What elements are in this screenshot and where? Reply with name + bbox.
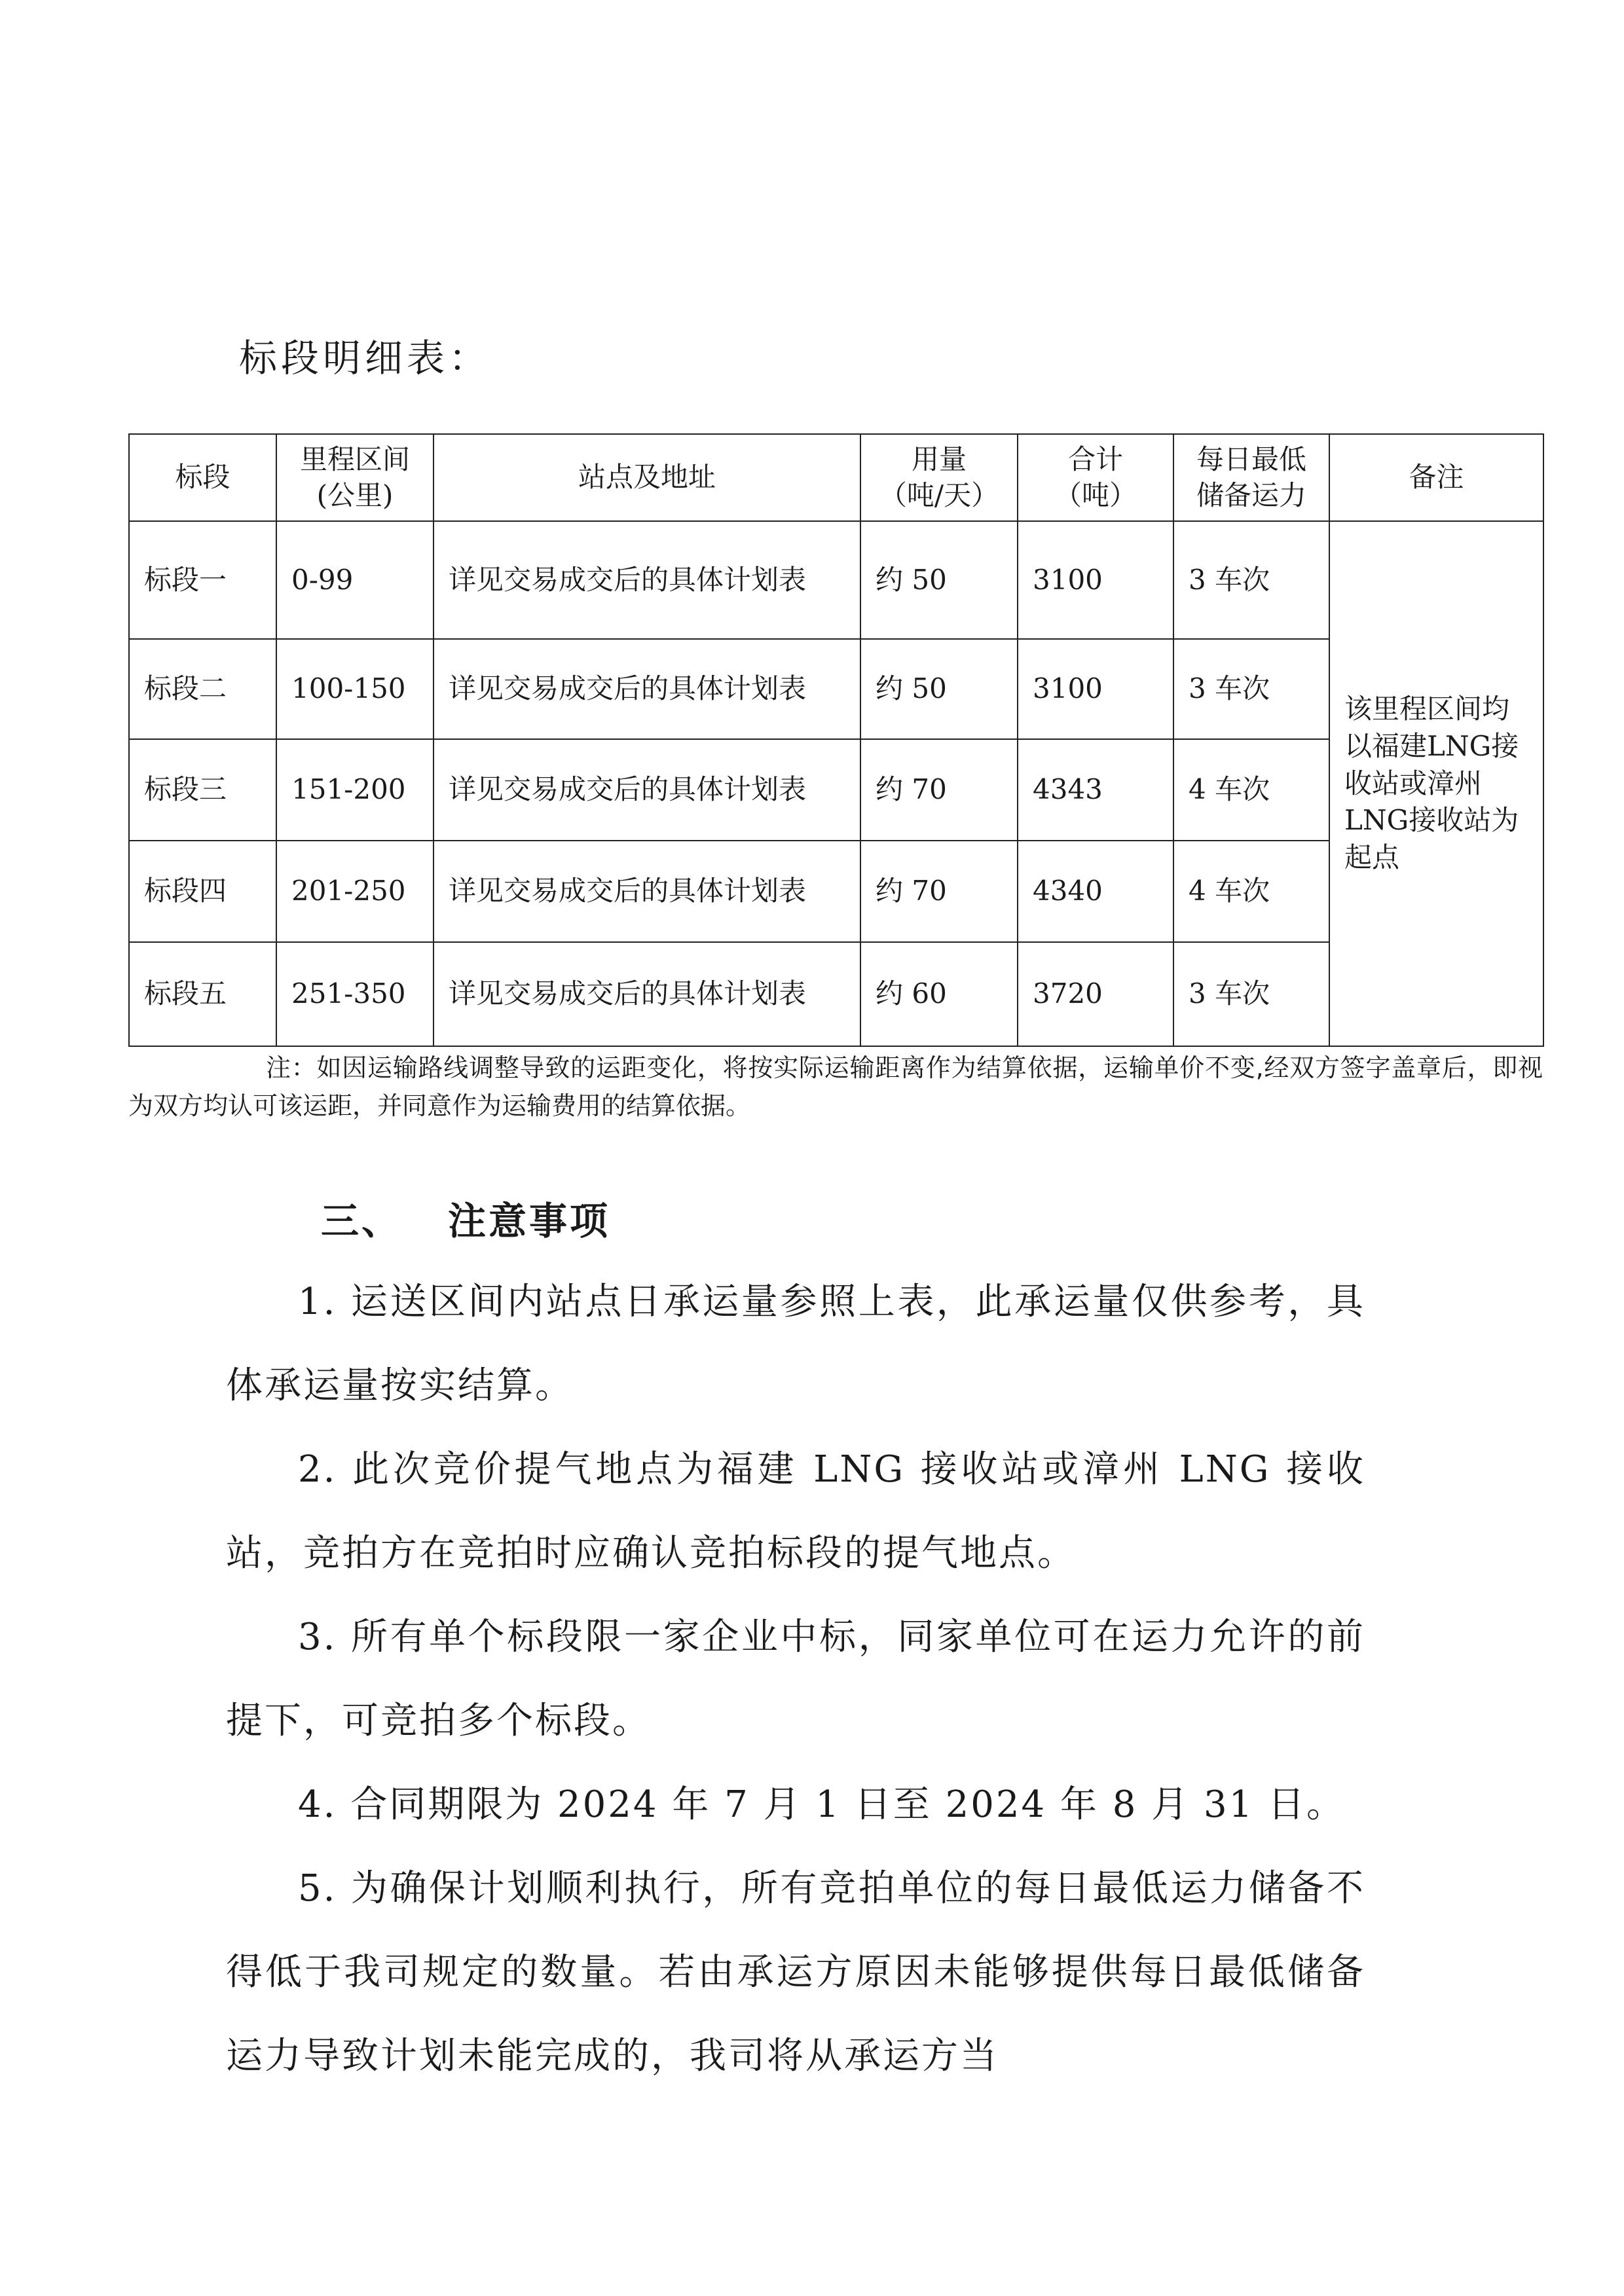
cell-site: 详见交易成交后的具体计划表 (434, 639, 860, 739)
section-heading (321, 1190, 610, 1245)
cell-section: 标段一 (129, 521, 276, 639)
cell-usage: 约 50 (860, 521, 1018, 639)
notice-item-5: 5. 为确保计划顺利执行，所有竞拍单位的每日最低运力储备不得低于我司规定的数量。若由承运方原因未能够提供每日最低储备运力导致计划未能完成的，我司将从承运方当 (226, 1867, 1365, 2077)
cell-capacity: 4 车次 (1173, 739, 1329, 841)
cell-usage: 约 70 (860, 841, 1018, 942)
cell-section: 标段五 (129, 942, 276, 1046)
header-section: 标段 (129, 434, 276, 521)
cell-range: 0-99 (276, 521, 434, 639)
cell-usage: 约 50 (860, 639, 1018, 739)
header-capacity: 每日最低 储备运力 (1173, 434, 1329, 521)
table-heading: 标段明细表： (239, 336, 491, 380)
table-row (129, 521, 1543, 639)
notice-item-2: 2. 此次竞价提气地点为福建 LNG 接收站或漳州 LNG 接收站，竞拍方在竞拍时应确认竞拍标段的提气地点。 (226, 1448, 1365, 1575)
cell-total: 3100 (1018, 521, 1173, 639)
cell-usage: 约 60 (860, 942, 1018, 1046)
notice-item-1: 1. 运送区间内站点日承运量参照上表，此承运量仅供参考，具体承运量按实结算。 (226, 1281, 1365, 1407)
cell-capacity: 4 车次 (1173, 841, 1329, 942)
cell-range: 201-250 (276, 841, 434, 942)
cell-site: 详见交易成交后的具体计划表 (434, 942, 860, 1046)
cell-capacity: 3 车次 (1173, 942, 1329, 1046)
header-remark: 备注 (1329, 434, 1543, 521)
cell-site: 详见交易成交后的具体计划表 (434, 739, 860, 841)
cell-capacity: 3 车次 (1173, 521, 1329, 639)
cell-total: 4343 (1018, 739, 1173, 841)
cell-range: 100-150 (276, 639, 434, 739)
cell-site: 详见交易成交后的具体计划表 (434, 841, 860, 942)
cell-capacity: 3 车次 (1173, 639, 1329, 739)
cell-remark: 该里程区间均以福建LNG接收站或漳州LNG接收站为起点 (1329, 521, 1543, 1046)
notice-item-3: 3. 所有单个标段限一家企业中标，同家单位可在运力允许的前提下，可竞拍多个标段。 (226, 1616, 1365, 1742)
cell-total: 3100 (1018, 639, 1173, 739)
header-usage: 用量 （吨/天） (860, 434, 1018, 521)
cell-total: 3720 (1018, 942, 1173, 1046)
notice-list (226, 1260, 1365, 2098)
header-site: 站点及地址 (434, 434, 860, 521)
section-title: 注意事项 (448, 1199, 611, 1243)
header-range: 里程区间 (公里) (276, 434, 434, 521)
notice-item-4: 4. 合同期限为 2024 年 7 月 1 日至 2024 年 8 月 31 日。 (298, 1783, 1346, 1826)
section-detail-table (128, 433, 1544, 1047)
table-footnote: 注：如因运输路线调整导致的运距变化，将按实际运输距离作为结算依据，运输单价不变,经双方签字盖章后，即视为双方均认可该运距，并同意作为运输费用的结算依据。 (128, 1053, 1543, 1120)
cell-section: 标段三 (129, 739, 276, 841)
cell-section: 标段四 (129, 841, 276, 942)
cell-section: 标段二 (129, 639, 276, 739)
section-number: 三、 (321, 1199, 403, 1243)
table-header-row (129, 434, 1543, 521)
header-total: 合计 （吨） (1018, 434, 1173, 521)
cell-usage: 约 70 (860, 739, 1018, 841)
cell-total: 4340 (1018, 841, 1173, 942)
cell-site: 详见交易成交后的具体计划表 (434, 521, 860, 639)
cell-range: 151-200 (276, 739, 434, 841)
cell-range: 251-350 (276, 942, 434, 1046)
